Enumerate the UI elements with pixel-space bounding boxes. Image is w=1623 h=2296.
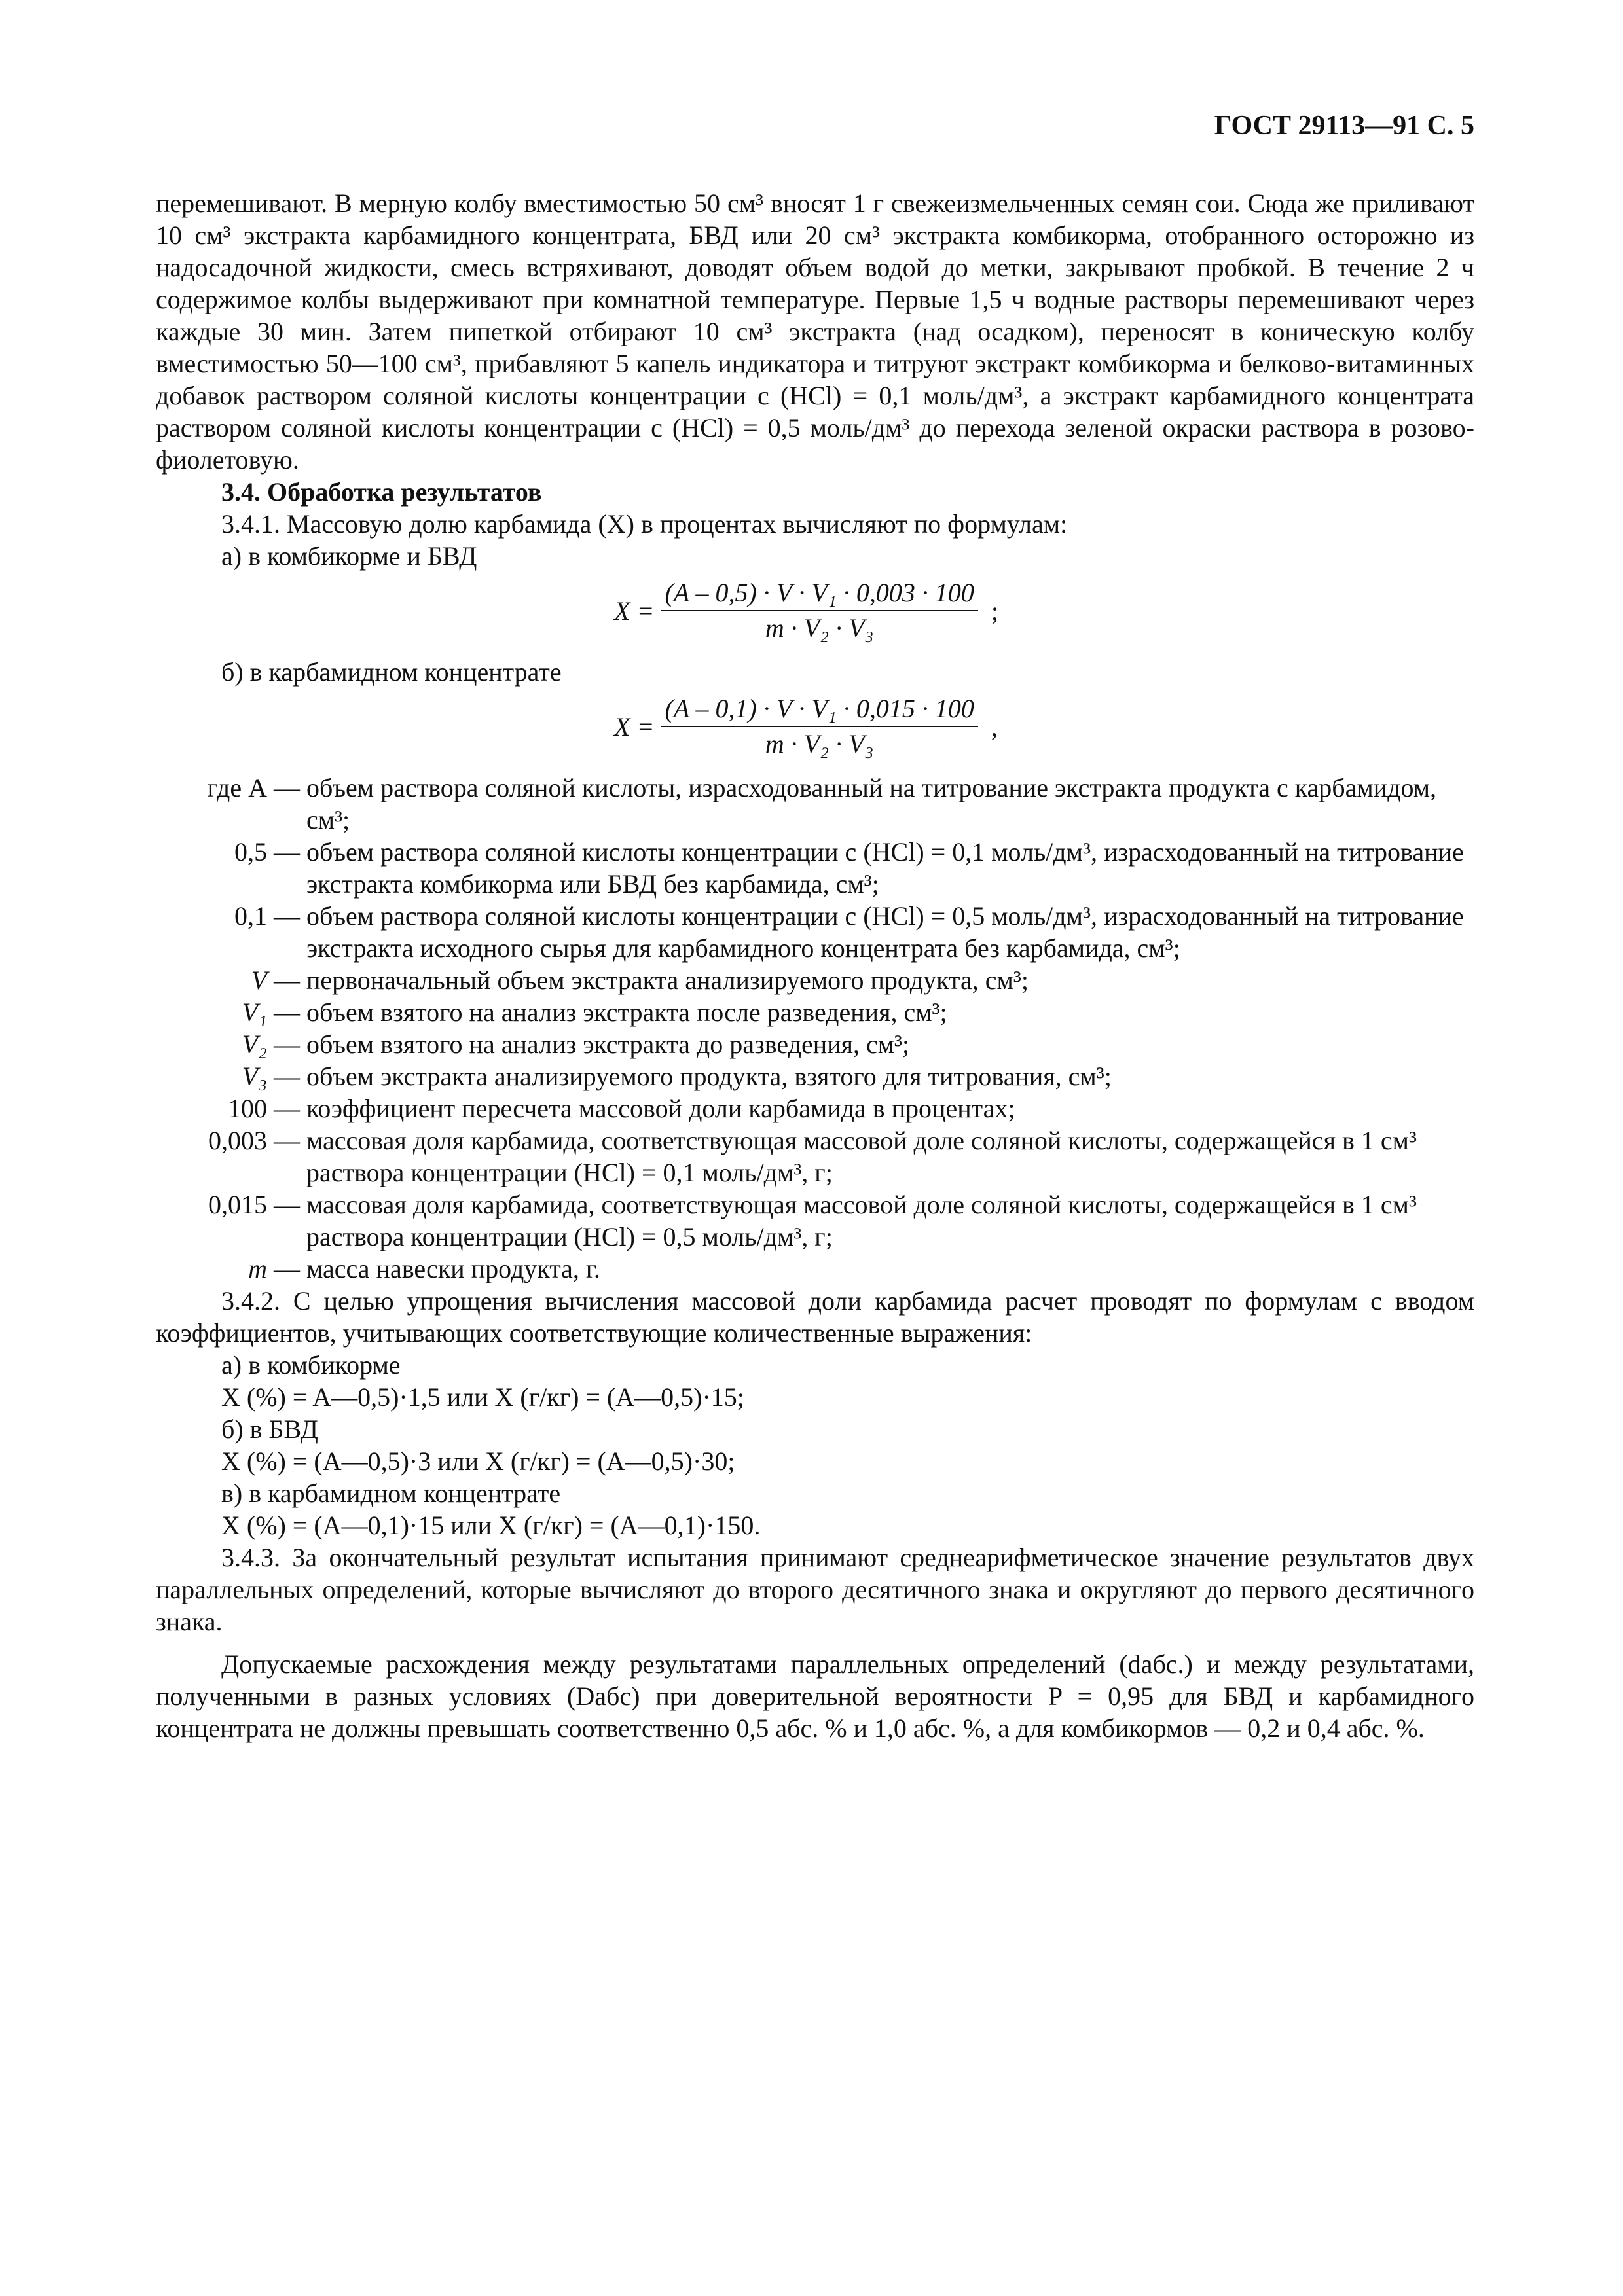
tolerance-paragraph: Допускаемые расхождения между результатами параллельных определений (dабс.) и между результатами, полученными в разных условиях (Dабс) при доверительной вероятности P = 0,95 для БВД и карбамидного концентрата не должны превышать соответственно 0,5 абс. % и 1,0 абс. %, а для комбикормов — 0,2 и 0,4 абс. %. — [156, 1649, 1474, 1743]
legend-item-0-5 — [156, 836, 1474, 900]
simple-equation-a: X (%) = A—0,5)·1,5 или X (г/кг) = (A—0,5)·15; — [221, 1382, 744, 1412]
legend-text: массовая доля карбамида, соответствующая массовой доле соляной кислоты, содержащейся в 1 см³ раствора концентрации (HCl) = 0,1 моль/дм³, г; — [306, 1126, 1417, 1187]
document-body — [156, 187, 1474, 1744]
legend-dash: — — [274, 1126, 300, 1155]
legend-text: объем экстракта анализируемого продукта, взятого для титрования, см³; — [306, 1062, 1112, 1091]
legend-symbol: V₂ — [242, 1030, 267, 1059]
simple-label-c: в) в карбамидном концентрате — [221, 1479, 561, 1508]
formula-b-punct: , — [991, 711, 998, 742]
legend-dash: — — [274, 837, 300, 867]
simple-label-a: а) в комбикорме — [221, 1350, 401, 1380]
legend-item-v1 — [156, 996, 1474, 1028]
legend-item-v2 — [156, 1028, 1474, 1060]
intro-paragraph: перемешивают. В мерную колбу вместимостью 50 см³ вносят 1 г свежеизмельченных семян сои. Сюда же приливают 10 см³ экстракта карбамидного концентрата, БВД или 20 см³ экстракта комбикорма, отобранного осторожно из надосадочной жидкости, смесь встряхивают, доводят объем водой до метки, закрывают пробкой. В течение 2 ч содержимое колбы выдерживают при комнатной температуре. Первые 1,5 ч водные растворы перемешивают через каждые 30 мин. Затем пипеткой отбирают 10 см³ экстракта (над осадком), переносят в коническую колбу вместимостью 50—100 см³, прибавляют 5 капель индикатора и титруют экстракт комбикорма и белково-витаминных добавок раствором соляной кислоты концентрации c (HCl) = 0,1 моль/дм³, а экстракт карбамидного концентрата раствором соляной кислоты концентрации c (HCl) = 0,5 моль/дм³ до перехода зеленой окраски раствора в розово-фиолетовую. — [156, 188, 1474, 475]
formula-a-punct: ; — [991, 596, 998, 626]
legend-symbol: где A — [207, 773, 267, 802]
legend-item-a — [156, 772, 1474, 836]
legend-text: масса навески продукта, г. — [306, 1254, 600, 1283]
legend-symbol: V₁ — [242, 997, 267, 1027]
formula-b-numerator: (A – 0,1) · V · V₁ · 0,015 · 100 — [661, 694, 977, 727]
legend-dash: — — [274, 1062, 300, 1091]
legend-symbol: 0,5 — [234, 837, 267, 867]
legend-symbol: 0,003 — [208, 1126, 267, 1155]
legend-dash: — — [274, 1190, 300, 1219]
legend-dash: — — [274, 997, 300, 1027]
legend-text: коэффициент пересчета массовой доли карбамида в процентах; — [306, 1094, 1015, 1123]
paragraph-3-4-3: 3.4.3. За окончательный результат испытания принимают среднеарифметическое значение результатов двух параллельных определений, которые вычисляют до второго десятичного знака и округляют до первого десятичного знака. — [156, 1543, 1474, 1636]
legend-item-0-015 — [156, 1189, 1474, 1253]
legend-dash: — — [274, 1254, 300, 1283]
legend-dash: — — [274, 965, 300, 995]
formula-a-lhs: X = — [614, 596, 655, 626]
paragraph-3-4-2: 3.4.2. С целью упрощения вычисления массовой доли карбамида расчет проводят по формулам с вводом коэффициентов, учитывающих соответствующие количественные выражения: — [156, 1286, 1474, 1348]
legend-symbol: V — [251, 965, 267, 995]
legend-symbol: V₃ — [242, 1062, 267, 1091]
legend-item-0-003 — [156, 1124, 1474, 1189]
legend-symbol: m — [248, 1254, 267, 1283]
legend-text: объем взятого на анализ экстракта после разведения, см³; — [306, 997, 947, 1027]
legend-symbol: 0,1 — [234, 901, 267, 931]
simple-label-b: б) в БВД — [221, 1414, 318, 1444]
item-b-label: б) в карбамидном концентрате — [221, 657, 562, 687]
legend-symbol: 0,015 — [208, 1190, 267, 1219]
legend-symbol: 100 — [228, 1094, 267, 1123]
paragraph-3-4-1: 3.4.1. Массовую долю карбамида (X) в процентах вычисляют по формулам: — [221, 509, 1068, 539]
legend-text: массовая доля карбамида, соответствующая массовой доле соляной кислоты, содержащейся в 1 см³ раствора концентрации (HCl) = 0,5 моль/дм³, г; — [306, 1190, 1417, 1251]
simple-equation-b: X (%) = (A—0,5)·3 или X (г/кг) = (A—0,5)·30; — [221, 1446, 735, 1476]
legend-text: объем раствора соляной кислоты концентрации c (HCl) = 0,1 моль/дм³, израсходованный на титрование экстракта комбикорма или БВД без карбамида, см³; — [306, 837, 1464, 899]
legend-text: объем раствора соляной кислоты концентрации c (HCl) = 0,5 моль/дм³, израсходованный на титрование экстракта исходного сырья для карбамидного концентрата без карбамида, см³; — [306, 901, 1464, 963]
formula-a-denominator: m · V₂ · V₃ — [765, 613, 874, 643]
legend-text: первоначальный объем экстракта анализируемого продукта, см³; — [306, 965, 1029, 995]
section-title: 3.4. Обработка результатов — [221, 477, 542, 507]
legend-dash: — — [274, 901, 300, 931]
item-a-label: а) в комбикорме и БВД — [221, 541, 477, 571]
formula-a-fraction — [661, 579, 977, 643]
page-header: ГОСТ 29113—91 С. 5 — [1214, 111, 1474, 141]
legend-dash: — — [274, 1030, 300, 1059]
formula-a — [614, 579, 1474, 643]
legend-dash: — — [274, 773, 300, 802]
legend-item-0-1 — [156, 900, 1474, 964]
legend-item-m — [156, 1253, 1474, 1285]
legend-item-v — [156, 964, 1474, 996]
formula-b-fraction — [661, 694, 977, 759]
formula-b-denominator: m · V₂ · V₃ — [765, 729, 874, 759]
formula-b-lhs: X = — [614, 711, 655, 742]
legend-text: объем раствора соляной кислоты, израсходованный на титрование экстракта продукта с карбамидом, см³; — [306, 773, 1437, 834]
legend-dash: — — [274, 1094, 300, 1123]
simple-equation-c: X (%) = (A—0,1)·15 или X (г/кг) = (A—0,1)·150. — [221, 1511, 761, 1540]
legend-list — [156, 772, 1474, 1285]
legend-item-v3 — [156, 1060, 1474, 1092]
formula-b — [614, 694, 1474, 759]
legend-text: объем взятого на анализ экстракта до разведения, см³; — [306, 1030, 910, 1059]
legend-item-100 — [156, 1092, 1474, 1124]
formula-a-numerator: (A – 0,5) · V · V₁ · 0,003 · 100 — [661, 579, 977, 611]
